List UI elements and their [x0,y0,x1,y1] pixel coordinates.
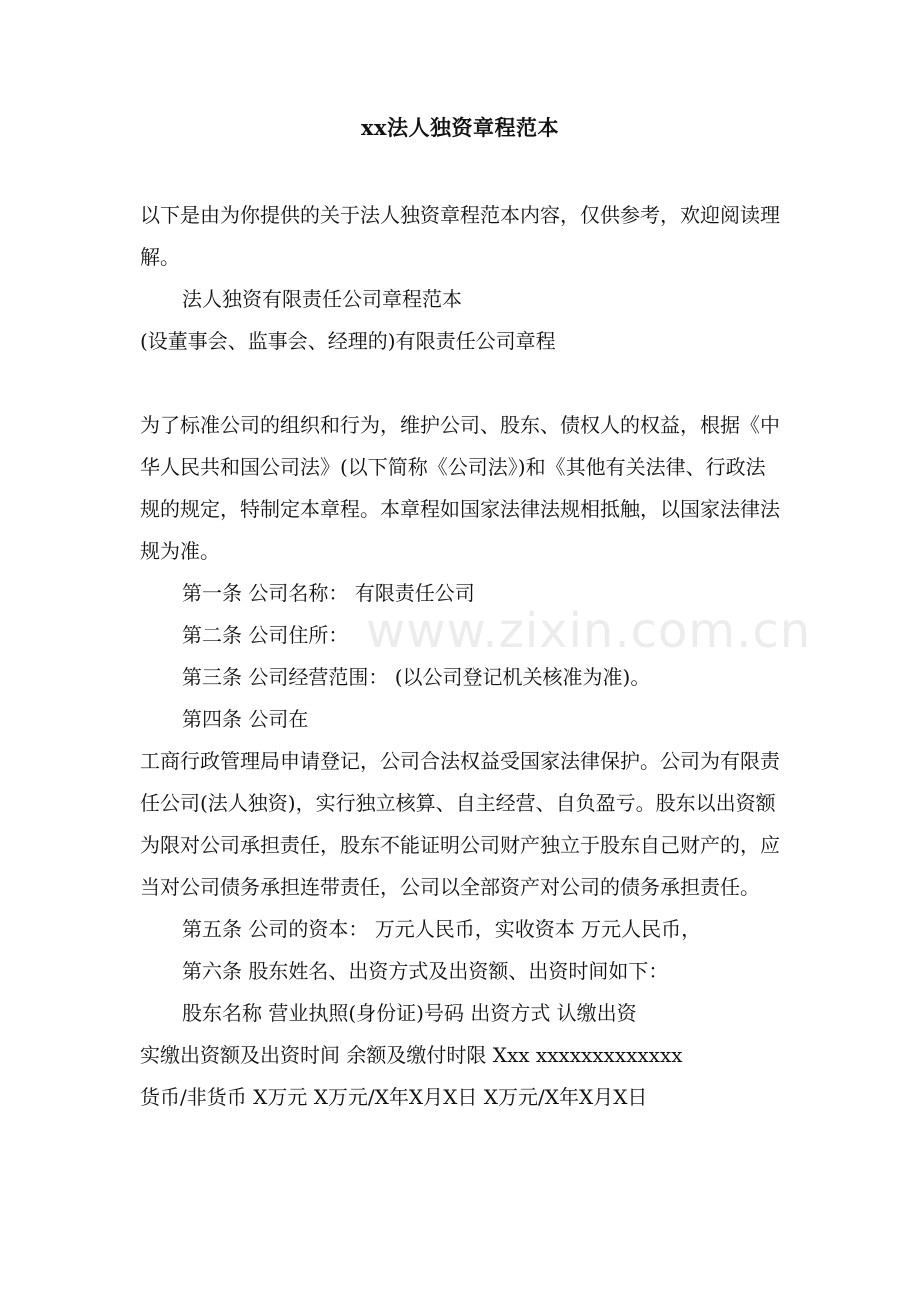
intro-paragraph: 以下是由为你提供的关于法人独资章程范本内容，仅供参考，欢迎阅读理解。 [140,203,780,269]
article-3: 第三条 公司经营范围： (以公司登记机关核准为准)。 [182,665,651,689]
subtitle-line-1: 法人独资有限责任公司章程范本 [182,287,462,311]
article-6: 第六条 股东姓名、出资方式及出资额、出资时间如下： [182,959,669,983]
article-1: 第一条 公司名称： 有限责任公司 [182,581,475,605]
article-2: 第二条 公司住所： [182,623,349,647]
document-body-main [140,404,780,1118]
article-4-continued: 工商行政管理局申请登记，公司合法权益受国家法律保护。公司为有限责任公司(法人独资)，实行独立核算、自主经营、自负盈亏。股东以出资额为限对公司承担责任，股东不能证明公司财产独立于股东自己财产的，应当对公司债务承担连带责任，公司以全部资产对公司的债务承担责任。 [140,749,780,899]
preamble-paragraph: 为了标准公司的组织和行为，维护公司、股东、债权人的权益，根据《中华人民共和国公司法》(以下简称《公司法》)和《其他有关法律、行政法规的规定，特制定本章程。本章程如国家法律法规相抵触，以国家法律法规为准。 [140,413,780,563]
shareholder-table-line-3: 货币/非货币 X万元 X万元/X年X月X日 X万元/X年X月X日 [140,1085,648,1109]
document-title: xx法人独资章程范本 [360,115,560,140]
article-5: 第五条 公司的资本： 万元人民币，实收资本 万元人民币， [182,917,702,941]
document-body [140,194,780,362]
shareholder-table-header: 股东名称 营业执照(身份证)号码 出资方式 认缴出资 [182,1001,637,1025]
subtitle-line-2: (设董事会、监事会、经理的)有限责任公司章程 [140,329,556,353]
site-watermark: www.zixin.com.cn [366,603,812,659]
article-4: 第四条 公司在 [182,707,309,731]
shareholder-table-line-2: 实缴出资额及出资时间 余额及缴付时限 Xxx xxxxxxxxxxxxx [140,1043,683,1067]
